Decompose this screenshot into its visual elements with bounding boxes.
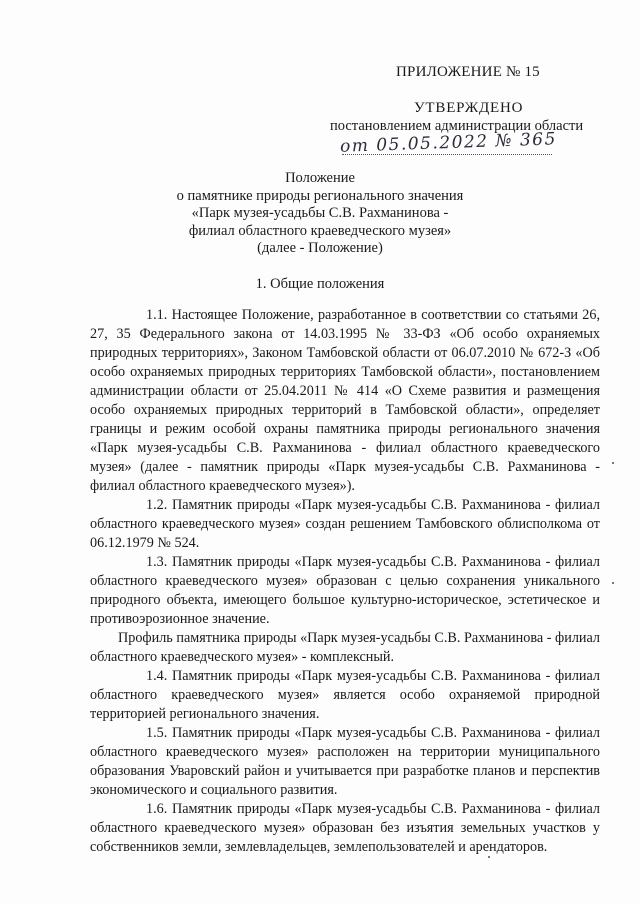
- paragraph-1-6: 1.6. Памятник природы «Парк музея-усадьбы С.В. Рахманинова - филиал областного краеведческого музея» образован без изъятия земельных участков у собственников земли, землевладельцев, землепользователей и арендаторов.: [90, 801, 600, 855]
- document-title: [0, 170, 640, 258]
- paragraph-1-1: 1.1. Настоящее Положение, разработанное в соответствии со статьями 26, 27, 35 Федерального закона от 14.03.1995 № 33-ФЗ «Об особо охраняемых природных территориях», Законом Тамбовской области от 06.07.2010 № 672-З «Об особо охраняемых природных территориях Тамбовской области», постановлением администрации области от 25.04.2011 № 414 «О Схеме развития и размещения особо охраняемых природных территорий в Тамбовской области», определяет границы и режим особой охраны памятника природы регионального значения «Парк музея-усадьбы С.В. Рахманинова - филиал областного краеведческого музея» (далее - памятник природы «Парк музея-усадьбы С.В. Рахманинова - филиал областного краеведческого музея»).: [90, 307, 600, 494]
- paragraph-1-2: 1.2. Памятник природы «Парк музея-усадьбы С.В. Рахманинова - филиал областного краеведческого музея» создан решением Тамбовского облисполкома от 06.12.1979 № 524.: [90, 497, 600, 551]
- paragraph-1-4: 1.4. Памятник природы «Парк музея-усадьбы С.В. Рахманинова - филиал областного краеведческого музея» является особо охраняемой природной территорией регионального значения.: [90, 668, 600, 722]
- title-line: филиал областного краеведческого музея»: [188, 222, 452, 239]
- document-body: [90, 306, 600, 857]
- handwritten-date-number: от 05.05.2022 № 365: [339, 129, 558, 157]
- title-line: Положение: [285, 170, 355, 186]
- title-line: «Парк музея-усадьбы С.В. Рахманинова -: [191, 205, 449, 221]
- scan-speck: [488, 856, 490, 858]
- approved-stamp-label: УТВЕРЖДЕНО: [414, 100, 524, 116]
- title-line: о памятнике природы регионального значения: [176, 187, 464, 204]
- section-heading: 1. Общие положения: [255, 276, 385, 292]
- date-underline: [342, 154, 552, 155]
- paragraph-1-3: 1.3. Памятник природы «Парк музея-усадьбы С.В. Рахманинова - филиал областного краеведческого музея» образован с целью сохранения уникального природного объекта, имеющего большое культурно-историческое, эстетическое и противоэрозионное значение.: [90, 554, 600, 627]
- scan-speck: [612, 582, 614, 584]
- paragraph-profile: Профиль памятника природы «Парк музея-усадьбы С.В. Рахманинова - филиал областного краеведческого музея» - комплексный.: [90, 630, 600, 665]
- scan-speck: [612, 462, 614, 464]
- paragraph-1-5: 1.5. Памятник природы «Парк музея-усадьбы С.В. Рахманинова - филиал областного краеведческого музея» расположен на территории муниципального образования Уваровский район и учитывается при разработке планов и перспектив экономического и социального развития.: [90, 725, 600, 798]
- title-line: (далее - Положение): [257, 240, 383, 256]
- approved-by-text: постановлением администрации области: [330, 118, 584, 134]
- appendix-number: ПРИЛОЖЕНИЕ № 15: [396, 64, 540, 80]
